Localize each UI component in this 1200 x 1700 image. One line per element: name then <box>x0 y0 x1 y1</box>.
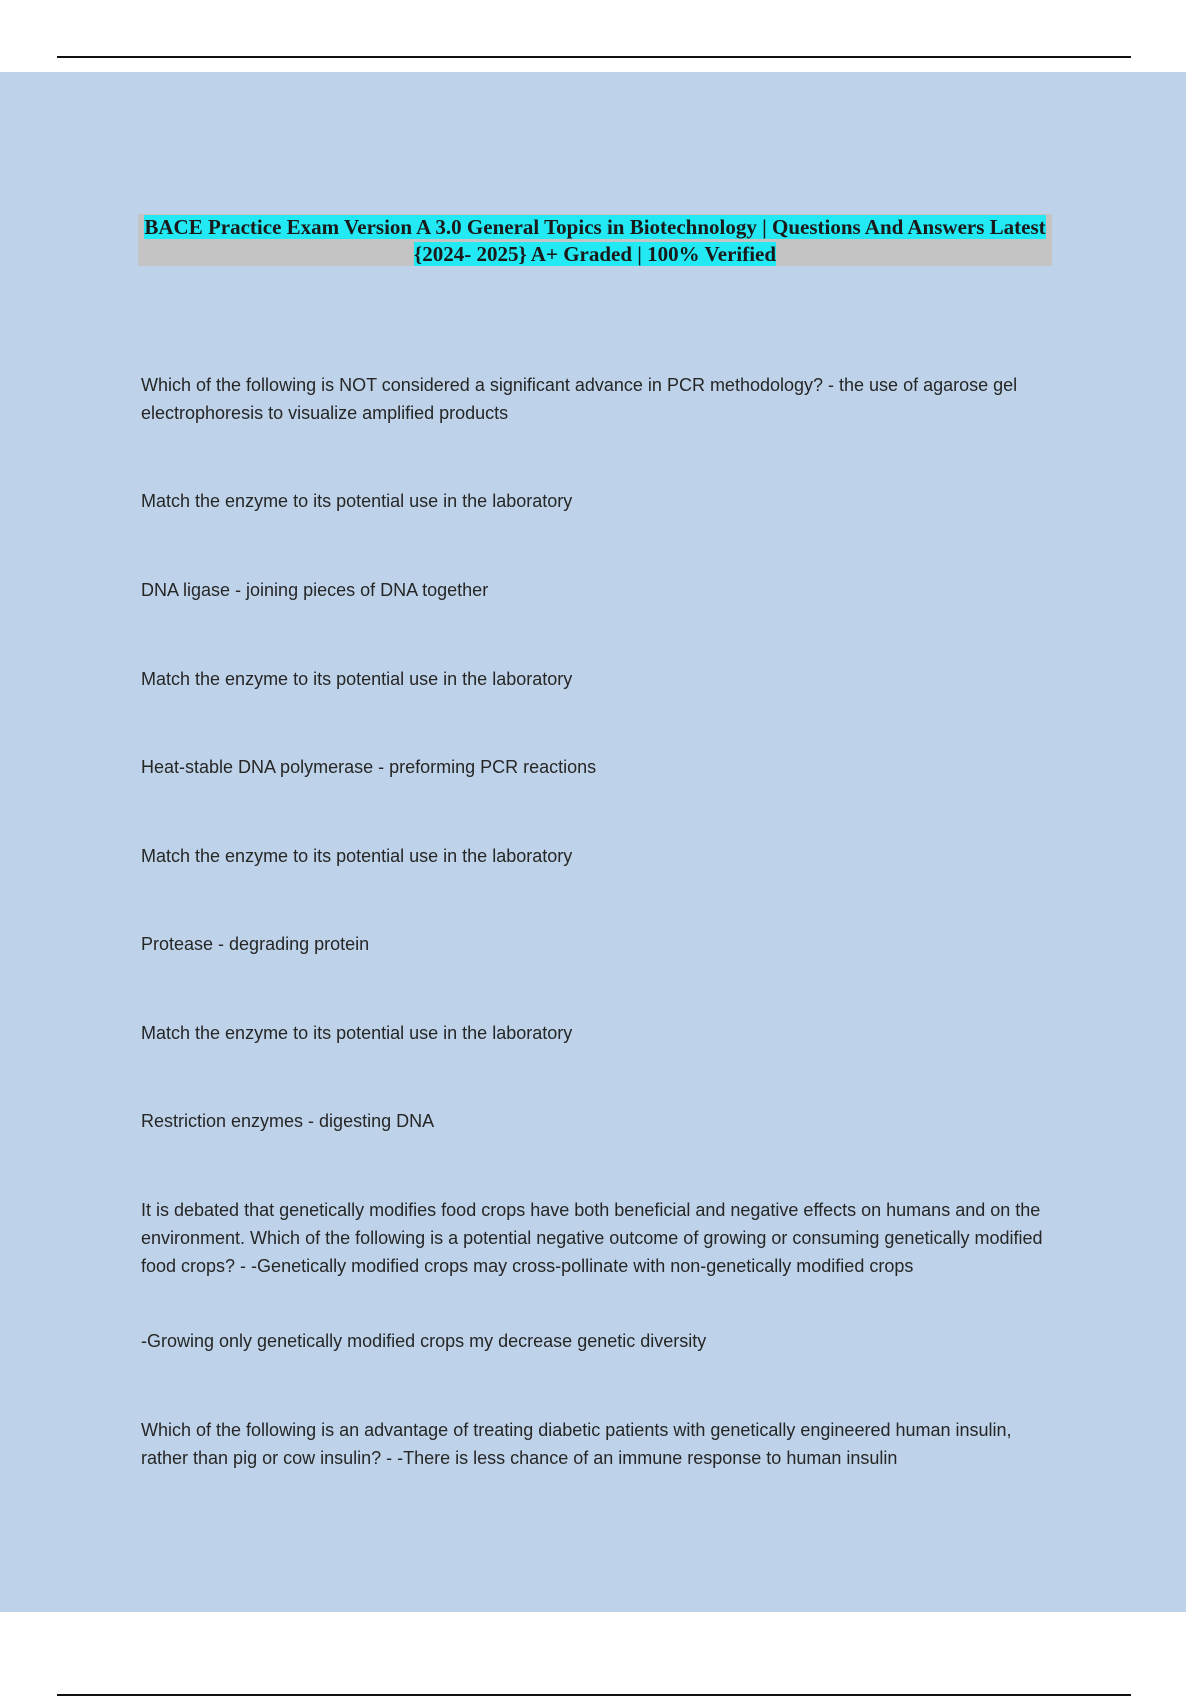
qa-paragraph-restriction-enzymes: Restriction enzymes - digesting DNA <box>141 1111 435 1131</box>
bottom-rule <box>57 1694 1131 1696</box>
top-rule <box>57 56 1131 58</box>
qa-paragraph-match-prompt: Match the enzyme to its potential use in the laboratory <box>141 1023 573 1043</box>
qa-paragraph-match-prompt: Match the enzyme to its potential use in the laboratory <box>141 669 573 689</box>
qa-paragraph-genetic-diversity: -Growing only genetically modified crops my decrease genetic diversity <box>141 1331 707 1351</box>
qa-paragraph-dna-ligase: DNA ligase - joining pieces of DNA together <box>141 580 489 600</box>
qa-paragraph-insulin: Which of the following is an advantage of treating diabetic patients with genetically engineered human insulin, rather than pig or cow insulin? - -There is less chance of an immune response to human insulin <box>141 1420 1012 1468</box>
qa-paragraph-protease: Protease - degrading protein <box>141 934 370 954</box>
qa-paragraph-gm-crops: It is debated that genetically modifies food crops have both beneficial and negative effects on humans and on the environment. Which of the following is a potential negative outcome of growing or consuming genetically modified food crops? - -Genetically modified crops may cross-pollinate with non-genetically modified crops <box>141 1200 1043 1276</box>
qa-paragraph-pcr: Which of the following is NOT considered a significant advance in PCR methodology? - the use of agarose gel electrophoresis to visualize amplified products <box>141 375 1018 423</box>
qa-paragraph-dna-polymerase: Heat-stable DNA polymerase - preforming PCR reactions <box>141 757 597 777</box>
document-title <box>138 214 1052 268</box>
qa-paragraph-match-prompt: Match the enzyme to its potential use in the laboratory <box>141 846 573 866</box>
qa-paragraph-match-prompt: Match the enzyme to its potential use in the laboratory <box>141 491 573 511</box>
document-title-highlight: BACE Practice Exam Version A 3.0 General Topics in Biotechnology | Questions And Answers Latest {2024- 2025} A+ Graded | 100% Verified <box>144 215 1046 266</box>
